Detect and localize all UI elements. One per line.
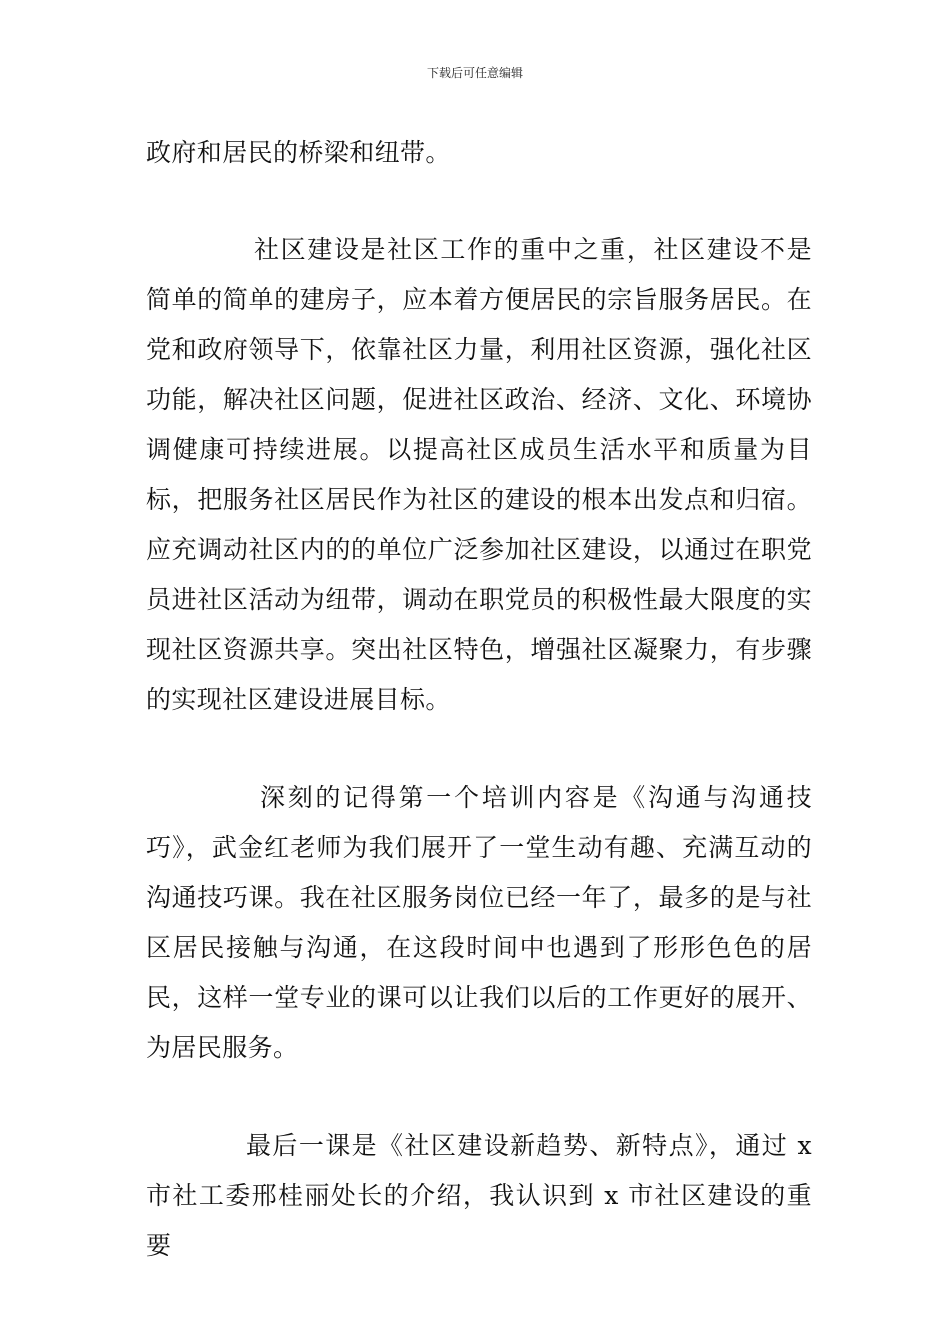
paragraph-community-building: 社区建设是社区工作的重中之重，社区建设不是简单的简单的建房子，应本着方便居民的宗旨服务居民。在党和政府领导下，依靠社区力量，利用社区资源，强化社区功能，解决社区问题，促进社区政治、经济、文化、环境协调健康可持续进展。以提高社区成员生活水平和质量为目标，把服务社区居民作为社区的建设的根本出发点和归宿。应充调动社区内的的单位广泛参加社区建设，以通过在职党员进社区活动为纽带，调动在职党员的积极性最大限度的实现社区资源共享。突出社区特色，增强社区凝聚力，有步骤的实现社区建设进展目标。 <box>146 235 812 714</box>
paragraph-continuation: 政府和居民的桥梁和纽带。 <box>146 138 451 167</box>
paragraph-communication-training: 深刻的记得第一个培训内容是《沟通与沟通技巧》，武金红老师为我们展开了一堂生动有趣、充满互动的沟通技巧课。我在社区服务岗位已经一年了，最多的是与社区居民接触与沟通，在这段时间中也遇到了形形色色的居民，这样一堂专业的课可以让我们以后的工作更好的展开、为居民服务。 <box>146 783 812 1062</box>
page-header-note: 下载后可任意编辑 <box>426 66 523 80</box>
paragraph-final-lesson: 最后一课是《社区建设新趋势、新特点》，通过 x 市社工委邢桂丽处长的介绍，我认识到 x 市社区建设的重要 <box>146 1131 812 1260</box>
